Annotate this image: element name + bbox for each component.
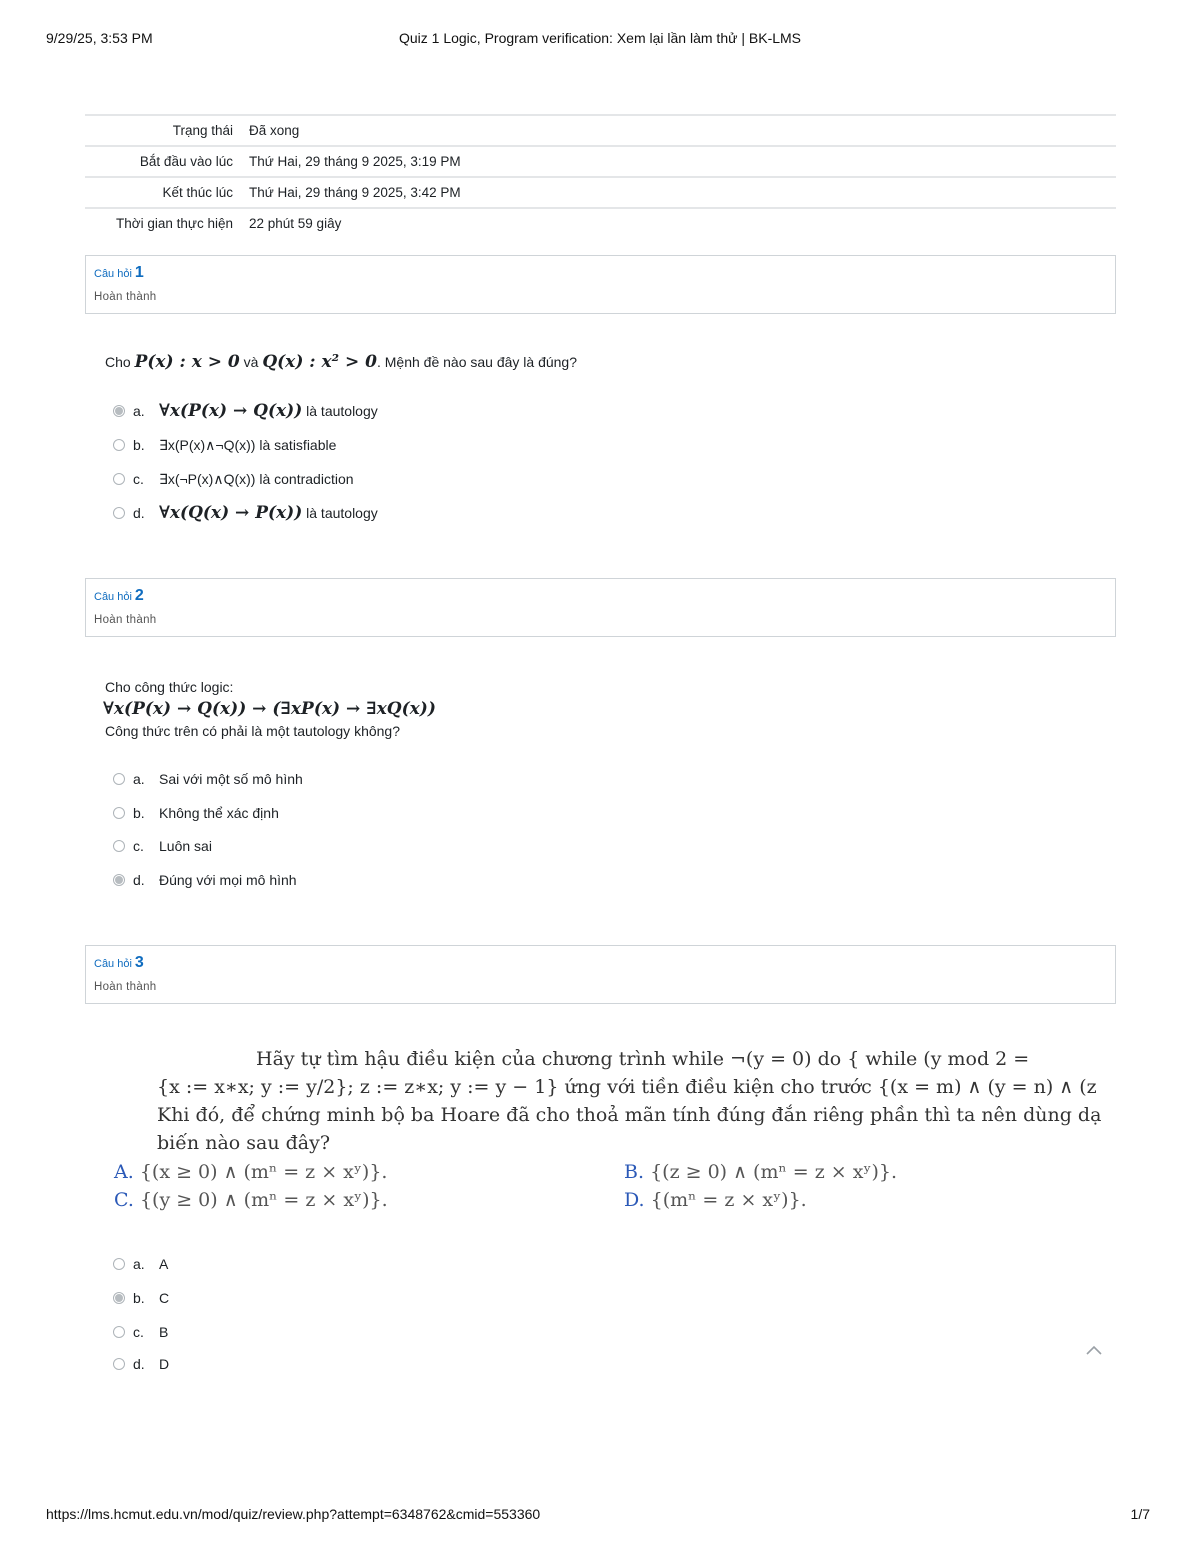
- question-image-line: {x := x∗x; y := y/2}; z := z∗x; y := y − 1} ứng với tiền điều kiện cho trước {(x = m) ∧ (y = n) ∧ (z: [157, 1076, 1097, 1098]
- radio-button[interactable]: [113, 405, 125, 417]
- answer-option-2c[interactable]: c. Luôn sai: [113, 836, 212, 856]
- question-state: Hoàn thành: [94, 614, 157, 626]
- question-image: [112, 1043, 1152, 1223]
- print-title: Quiz 1 Logic, Program verification: Xem lại lần làm thử | BK-LMS: [398, 30, 802, 46]
- page-url: https://lms.hcmut.edu.vn/mod/quiz/review.php?attempt=6348762&cmid=553360: [46, 1506, 541, 1522]
- summary-value: Đã xong: [241, 115, 1116, 146]
- answer-option-1c[interactable]: c. ∃x(¬P(x)∧Q(x)) là contradiction: [113, 469, 354, 489]
- formula: ∀x(P(x) → Q(x)) → (∃xP(x) → ∃xQ(x)): [103, 699, 436, 719]
- summary-label: Thời gian thực hiện: [85, 208, 241, 238]
- summary-value: 22 phút 59 giây: [241, 208, 1116, 238]
- radio-button[interactable]: [113, 773, 125, 785]
- question-info-3: [85, 945, 1116, 1004]
- summary-label: Trạng thái: [85, 115, 241, 146]
- answer-option-3b[interactable]: b. C: [113, 1288, 169, 1308]
- question-text-2: Cho công thức logic: ∀x(P(x) → Q(x)) → (∃xP(x) → ∃xQ(x)) Công thức trên có phải là một tautology không?: [103, 679, 436, 739]
- radio-button[interactable]: [113, 507, 125, 519]
- image-answer-d: D. {(mⁿ = z × xʸ)}.: [624, 1189, 807, 1211]
- answer-option-2a[interactable]: a. Sai với một số mô hình: [113, 769, 303, 789]
- print-date: 9/29/25, 3:53 PM: [46, 30, 153, 46]
- answer-option-2b[interactable]: b. Không thể xác định: [113, 803, 279, 823]
- question-info-2: [85, 578, 1116, 637]
- answer-option-1a[interactable]: a. ∀x(P(x) → Q(x)) là tautology: [113, 401, 378, 421]
- radio-button[interactable]: [113, 439, 125, 451]
- question-state: Hoàn thành: [94, 291, 157, 303]
- summary-row-completed: [85, 177, 1116, 208]
- answer-option-1b[interactable]: b. ∃x(P(x)∧¬Q(x)) là satisfiable: [113, 435, 336, 455]
- question-image-line: biến nào sau đây?: [157, 1132, 331, 1154]
- question-number: Câu hỏi 2: [94, 587, 144, 604]
- question-text-1: Cho P(x) : x > 0 và Q(x) : x² > 0. Mệnh đề nào sau đây là đúng?: [105, 352, 578, 372]
- question-image-line: Hãy tự tìm hậu điều kiện của chương trình while ¬(y = 0) do { while (y mod 2 =: [256, 1048, 1030, 1070]
- image-answer-a: A. {(x ≥ 0) ∧ (mⁿ = z × xʸ)}.: [114, 1161, 388, 1183]
- question-state: Hoàn thành: [94, 981, 157, 993]
- page-number: 1/7: [1130, 1506, 1150, 1522]
- radio-button[interactable]: [113, 473, 125, 485]
- question-image-line: Khi đó, để chứng minh bộ ba Hoare đã cho thoả mãn tính đúng đắn riêng phần thì ta nên dùng dạ: [157, 1104, 1102, 1126]
- formula: P(x) : x > 0: [134, 352, 240, 372]
- answer-option-3c[interactable]: c. B: [113, 1322, 168, 1342]
- summary-label: Bắt đầu vào lúc: [85, 146, 241, 177]
- chevron-up-icon[interactable]: [1084, 1342, 1104, 1358]
- image-answer-b: B. {(z ≥ 0) ∧ (mⁿ = z × xʸ)}.: [624, 1161, 898, 1183]
- radio-button[interactable]: [113, 807, 125, 819]
- radio-button[interactable]: [113, 840, 125, 852]
- print-header: [46, 30, 1154, 50]
- radio-button[interactable]: [113, 1326, 125, 1338]
- question-number: Câu hỏi 3: [94, 954, 144, 971]
- summary-row-started: [85, 146, 1116, 177]
- summary-row-duration: [85, 208, 1116, 238]
- summary-row-state: [85, 115, 1116, 146]
- answer-option-3a[interactable]: a. A: [113, 1254, 168, 1274]
- question-info-1: [85, 255, 1116, 314]
- radio-button[interactable]: [113, 1358, 125, 1370]
- answer-option-3d[interactable]: d. D: [113, 1354, 169, 1374]
- image-answer-c: C. {(y ≥ 0) ∧ (mⁿ = z × xʸ)}.: [114, 1189, 388, 1211]
- summary-value: Thứ Hai, 29 tháng 9 2025, 3:19 PM: [241, 146, 1116, 177]
- radio-button[interactable]: [113, 874, 125, 886]
- question-number: Câu hỏi 1: [94, 264, 144, 281]
- answer-option-2d[interactable]: d. Đúng với mọi mô hình: [113, 870, 297, 890]
- summary-value: Thứ Hai, 29 tháng 9 2025, 3:42 PM: [241, 177, 1116, 208]
- summary-label: Kết thúc lúc: [85, 177, 241, 208]
- radio-button[interactable]: [113, 1258, 125, 1270]
- answer-option-1d[interactable]: d. ∀x(Q(x) → P(x)) là tautology: [113, 503, 378, 523]
- radio-button[interactable]: [113, 1292, 125, 1304]
- formula: Q(x) : x² > 0: [262, 352, 377, 372]
- attempt-summary-table: [85, 114, 1116, 238]
